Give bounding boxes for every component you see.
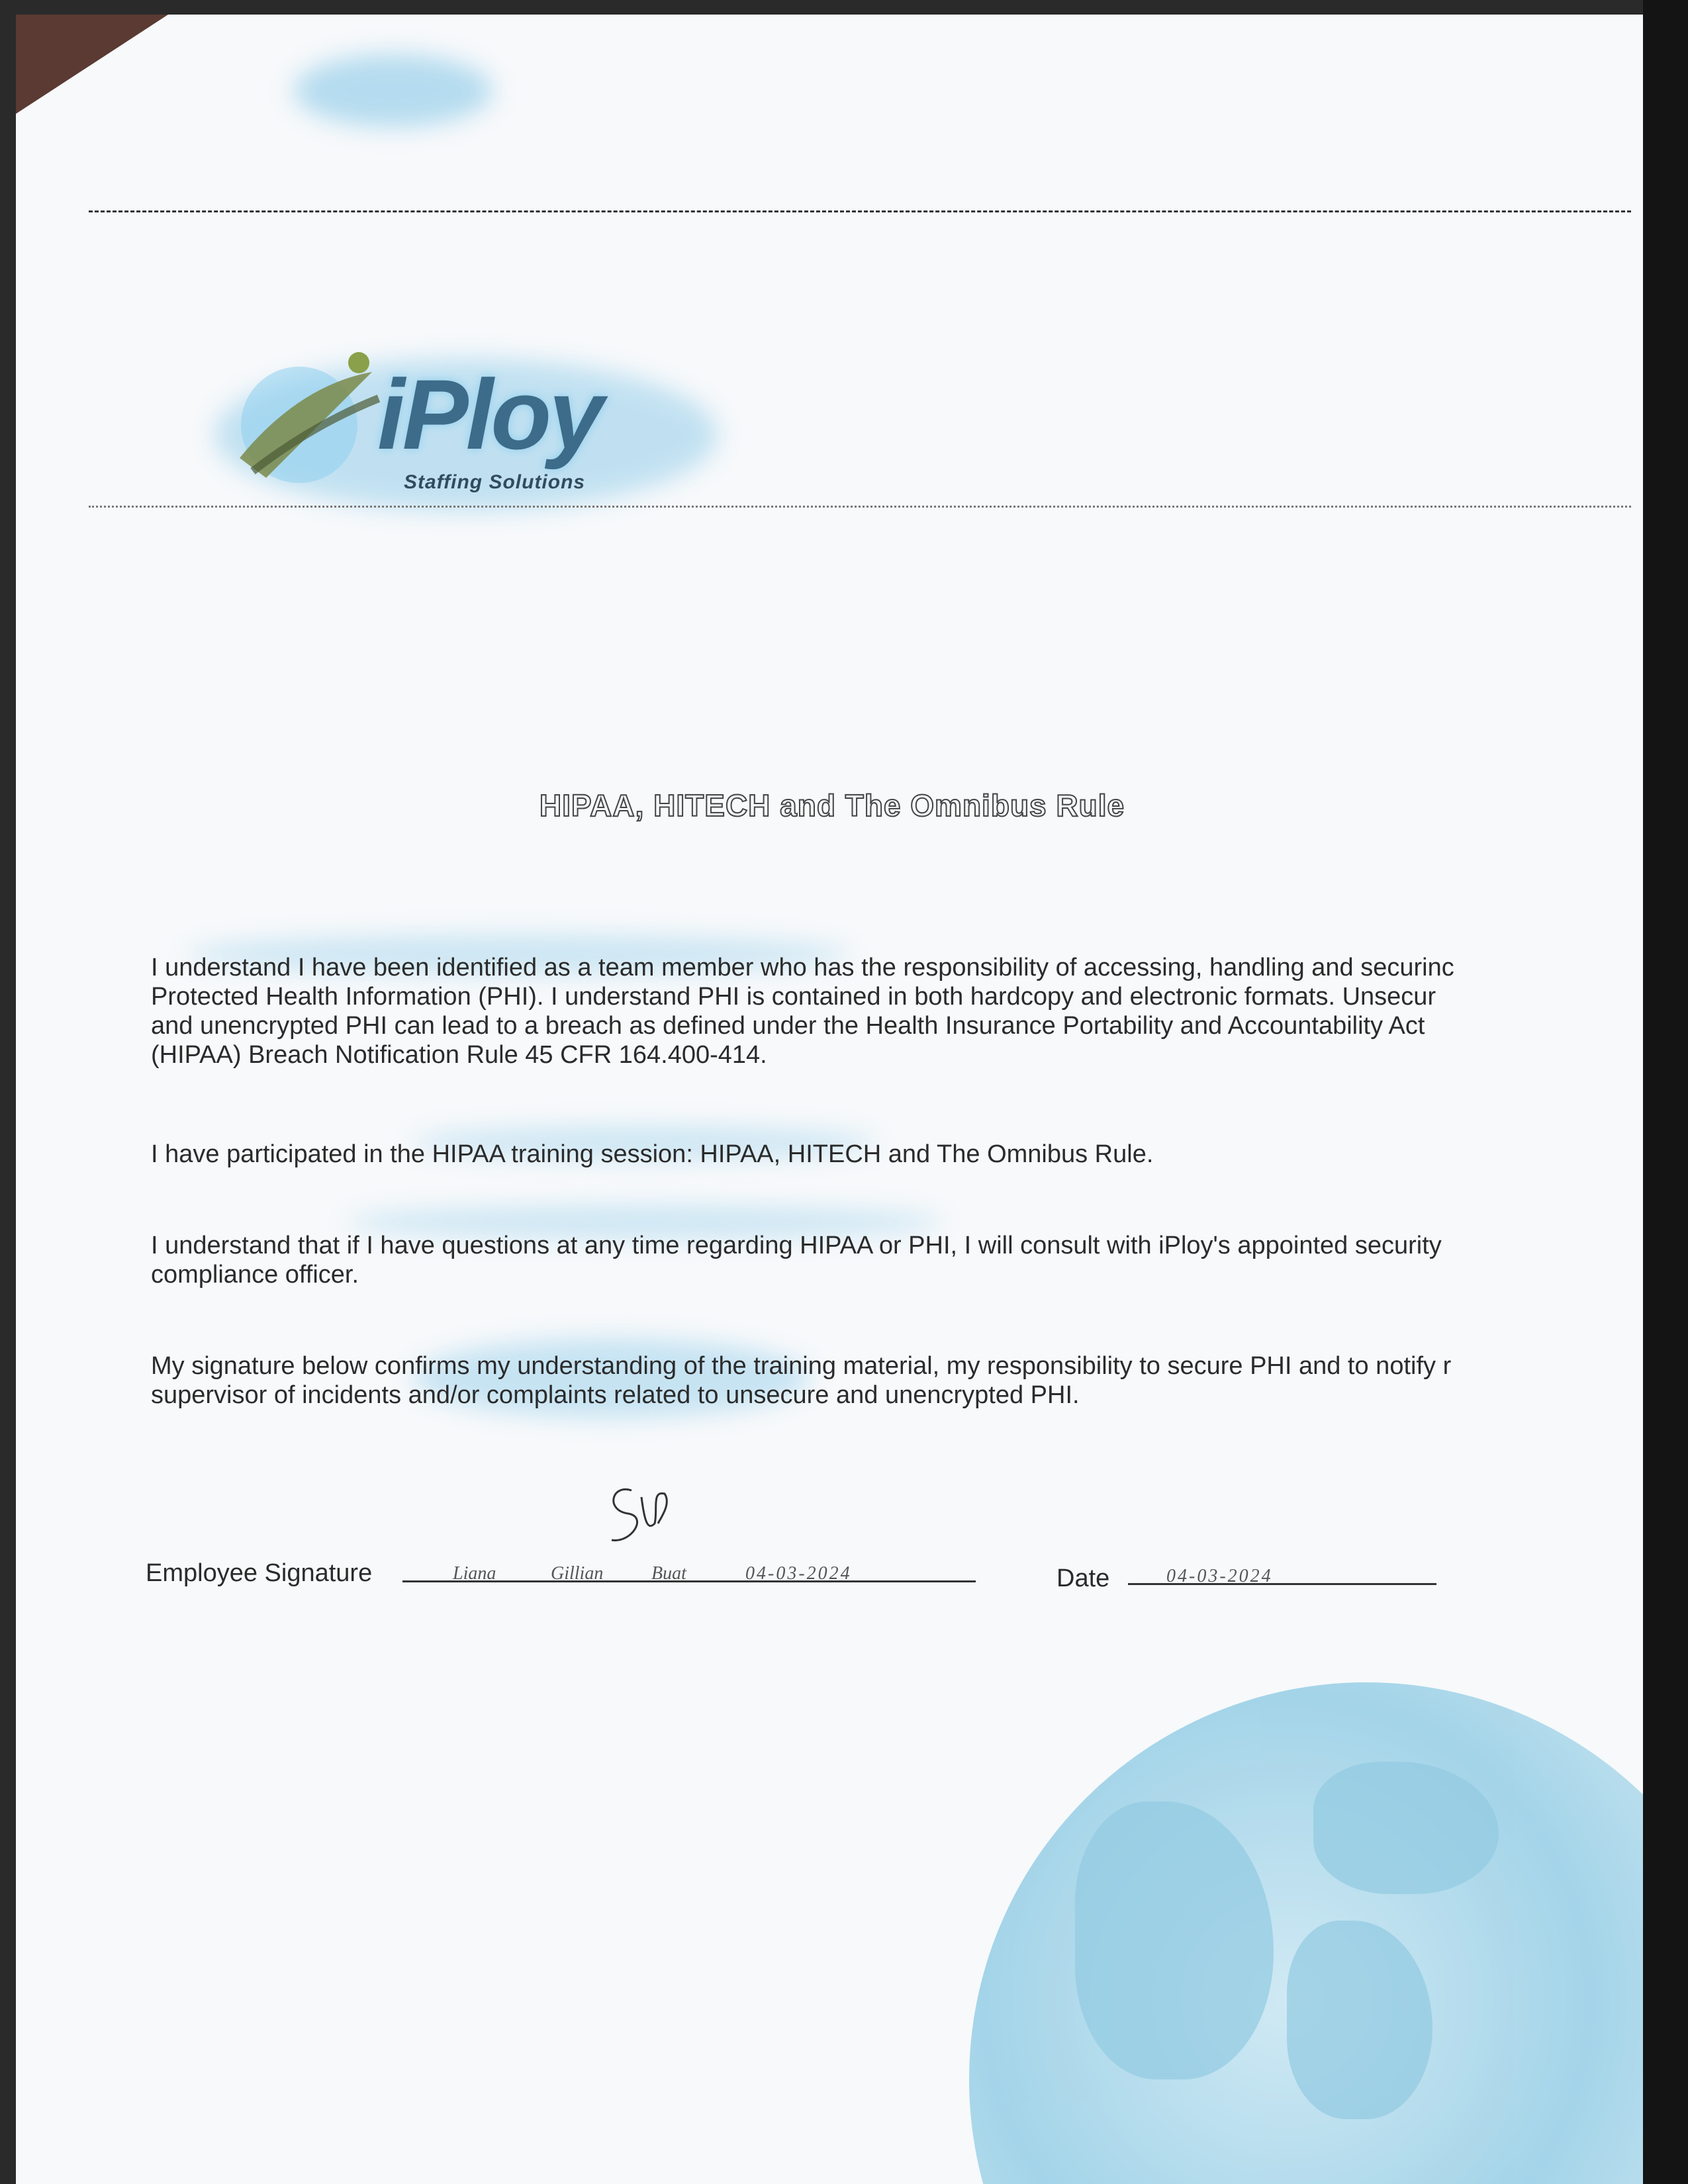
- signature-last-name: Buat: [651, 1563, 686, 1584]
- scanned-page: [16, 15, 1648, 2184]
- paragraph-line: and unencrypted PHI can lead to a breach as defined under the Health Insurance Portability and Accountability Act: [151, 1012, 1425, 1040]
- signature-first-name: Liana: [453, 1563, 496, 1584]
- globe-landmass: [1075, 1801, 1274, 2079]
- paragraph-signature-confirmation: [151, 1351, 1634, 1410]
- employee-signature-label: Employee Signature: [146, 1559, 373, 1587]
- signature-middle-name: Gillian: [551, 1563, 604, 1584]
- paragraph-line: I understand that if I have questions at any time regarding HIPAA or PHI, I will consult with iPloy's appointed security: [151, 1232, 1442, 1259]
- paragraph-line: I have participated in the HIPAA training session: HIPAA, HITECH and The Omnibus Rule.: [151, 1140, 1154, 1168]
- paragraph-training: [151, 1140, 1634, 1169]
- document-title: HIPAA, HITECH and The Omnibus Rule: [539, 788, 1125, 823]
- scanner-edge: [1643, 0, 1688, 2184]
- logo-tagline: Staffing Solutions: [404, 471, 586, 493]
- signature-date: 04-03-2024: [745, 1563, 852, 1584]
- paragraph-questions: [151, 1231, 1634, 1289]
- paragraph-line: I understand I have been identified as a team member who has the responsibility of accessing, handling and securinc: [151, 954, 1454, 981]
- company-logo: [226, 345, 703, 524]
- paragraph-line: compliance officer.: [151, 1261, 359, 1289]
- globe-landmass: [1313, 1762, 1499, 1894]
- handwritten-signature-mark: [592, 1477, 691, 1557]
- paragraph-phi-responsibility: [151, 953, 1634, 1069]
- paragraph-line: (HIPAA) Breach Notification Rule 45 CFR 164.400-414.: [151, 1041, 767, 1069]
- globe-swoosh-icon: [226, 345, 385, 504]
- paragraph-line: supervisor of incidents and/or complaints related to unsecure and unencrypted PHI.: [151, 1381, 1080, 1409]
- date-label: Date: [1056, 1565, 1110, 1592]
- paragraph-line: Protected Health Information (PHI). I understand PHI is contained in both hardcopy and electronic formats. Unsecur: [151, 983, 1436, 1011]
- logo-underline: [89, 506, 1631, 508]
- date-value: 04-03-2024: [1166, 1566, 1273, 1586]
- header-rule: [89, 210, 1631, 212]
- globe-landmass: [1287, 1921, 1432, 2119]
- logo-wordmark: iPloy: [377, 359, 602, 470]
- page-corner-shadow: [16, 15, 168, 114]
- globe-watermark-icon: [969, 1682, 1648, 2184]
- toner-smudge: [294, 54, 492, 127]
- paragraph-line: My signature below confirms my understanding of the training material, my responsibility to secure PHI and to notify r: [151, 1352, 1452, 1380]
